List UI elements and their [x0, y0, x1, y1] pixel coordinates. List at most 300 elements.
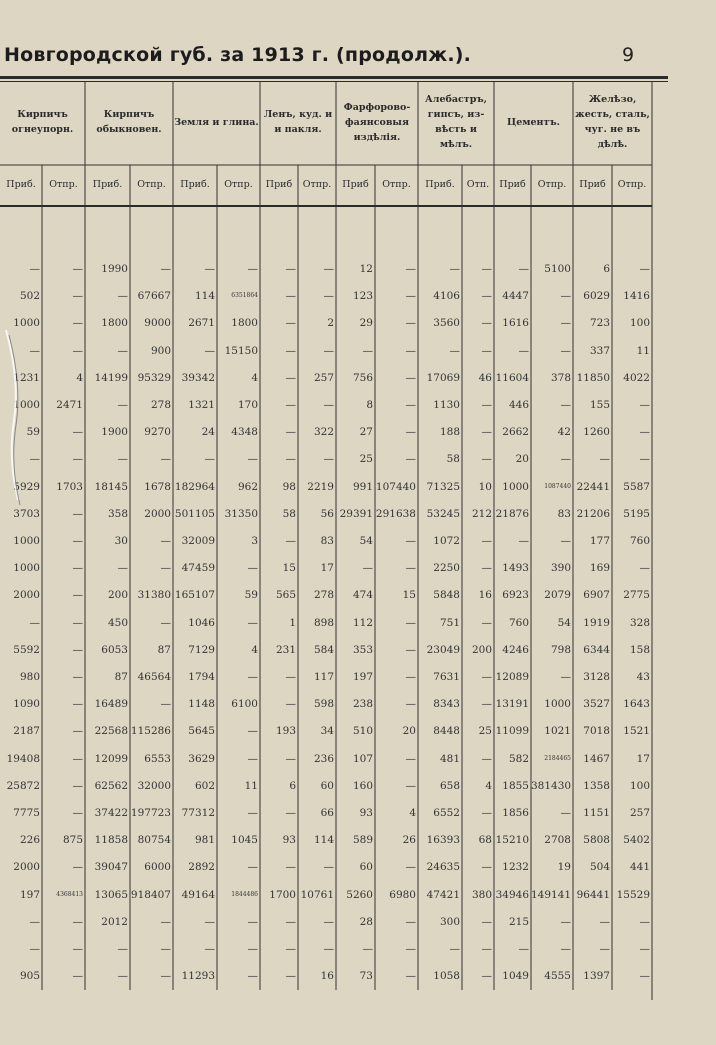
- table-cell: 760: [508, 616, 529, 629]
- table-cell: —: [72, 589, 83, 602]
- table-cell: —: [247, 752, 258, 765]
- table-cell: 123: [352, 290, 373, 303]
- table-cell: 1045: [231, 834, 258, 847]
- subheader-cell: Отпр.: [537, 179, 567, 190]
- table-cell: 13191: [495, 698, 529, 711]
- table-cell: 981: [194, 834, 215, 847]
- header-rule-thin: [0, 81, 668, 82]
- table-cell: —: [481, 616, 492, 629]
- table-cell: —: [72, 643, 83, 656]
- table-cell: 1231: [13, 371, 40, 384]
- table-cell: 30: [114, 535, 128, 547]
- table-cell: 1260: [583, 426, 610, 439]
- table-cell: —: [29, 263, 40, 275]
- table-cell: 441: [629, 861, 650, 874]
- table-cell: 450: [107, 616, 128, 629]
- table-cell: 5592: [13, 643, 40, 656]
- table-cell: 236: [313, 752, 334, 765]
- table-cell: 10: [478, 480, 492, 493]
- table-cell: 155: [589, 399, 610, 411]
- table-cell: —: [449, 943, 460, 955]
- table-cell: 6980: [389, 888, 416, 901]
- subheader-cell: Приб.: [425, 179, 455, 190]
- table-cell: —: [72, 344, 83, 357]
- table-cell: 11: [636, 344, 650, 357]
- table-cell: 1087440: [544, 482, 571, 490]
- table-cell: 59: [244, 589, 258, 602]
- table-cell: 474: [352, 589, 373, 602]
- table-cell: 1919: [583, 616, 610, 629]
- table-cell: 9270: [144, 426, 171, 439]
- table-cell: —: [481, 807, 492, 819]
- table-cell: —: [518, 943, 529, 955]
- table-cell: 1358: [583, 779, 610, 792]
- table-cell: 49164: [181, 888, 215, 901]
- table-cell: 100: [629, 779, 650, 792]
- table-cell: —: [560, 915, 571, 928]
- table-cell: —: [160, 698, 171, 711]
- table-cell: —: [117, 399, 128, 411]
- table-cell: 26: [402, 834, 416, 847]
- table-cell: —: [160, 970, 171, 983]
- table-cell: —: [405, 616, 416, 629]
- table-row: [0, 854, 652, 880]
- table-cell: 1856: [502, 807, 529, 819]
- table-cell: 2000: [13, 861, 40, 874]
- table-cell: —: [160, 616, 171, 629]
- table-row: [0, 392, 652, 418]
- table-cell: 15529: [616, 888, 650, 901]
- table-cell: —: [560, 290, 571, 303]
- table-cell: —: [204, 263, 215, 275]
- table-cell: 278: [150, 399, 171, 411]
- table-cell: —: [323, 344, 334, 357]
- table-cell: 1232: [502, 861, 529, 874]
- table-cell: —: [72, 943, 83, 955]
- table-cell: 5260: [346, 888, 373, 901]
- table-cell: 29: [359, 317, 373, 330]
- table-cell: 658: [439, 779, 460, 792]
- table-cell: 29391: [339, 507, 373, 520]
- table-row: [0, 691, 652, 717]
- table-cell: 6100: [231, 698, 258, 711]
- table-cell: 6: [289, 779, 296, 792]
- table-cell: 4022: [623, 371, 650, 384]
- table-cell: 15210: [495, 834, 529, 847]
- table-cell: 46: [478, 371, 492, 384]
- table-cell: 6029: [583, 290, 610, 303]
- table-cell: —: [72, 263, 83, 275]
- table-cell: —: [405, 970, 416, 983]
- table-cell: 5808: [583, 834, 610, 847]
- table-cell: —: [405, 752, 416, 765]
- table-cell: 510: [352, 725, 373, 738]
- table-cell: 11858: [94, 834, 128, 847]
- table-cell: 31350: [224, 507, 258, 520]
- table-row: [0, 746, 652, 772]
- table-cell: 58: [282, 507, 296, 520]
- table-cell: 4: [251, 643, 258, 656]
- table-cell: 446: [508, 399, 529, 411]
- table-cell: 6923: [502, 589, 529, 602]
- table-cell: 22568: [94, 725, 128, 738]
- table-cell: 20: [515, 453, 529, 466]
- table-cell: 1049: [502, 970, 529, 983]
- table-cell: 16393: [426, 834, 460, 847]
- group-header-flax-tow: Ленъ, куд. и и пакля.: [263, 109, 333, 135]
- table-cell: 14199: [94, 371, 128, 384]
- table-cell: —: [247, 970, 258, 983]
- table-cell: —: [72, 970, 83, 983]
- table-cell: —: [405, 779, 416, 792]
- table-cell: 1493: [502, 562, 529, 575]
- table-cell: —: [117, 943, 128, 955]
- table-cell: —: [405, 698, 416, 711]
- table-cell: 100: [629, 317, 650, 330]
- table-row: [0, 419, 652, 445]
- table-cell: 24635: [426, 861, 460, 874]
- table-cell: 177: [589, 535, 610, 547]
- table-cell: 2: [327, 317, 334, 330]
- table-cell: —: [285, 344, 296, 357]
- table-cell: 112: [352, 616, 373, 629]
- table-cell: —: [481, 943, 492, 955]
- table-cell: 87: [114, 671, 128, 683]
- table-cell: 980: [19, 671, 40, 683]
- table-cell: —: [405, 344, 416, 357]
- table-cell: 15: [282, 562, 296, 575]
- table-cell: 11850: [576, 371, 610, 384]
- table-cell: —: [481, 698, 492, 711]
- table-cell: 117: [313, 671, 334, 683]
- table-cell: 501105: [174, 507, 215, 520]
- table-cell: —: [72, 535, 83, 547]
- table-cell: —: [285, 861, 296, 874]
- table-cell: —: [323, 399, 334, 411]
- table-cell: 25: [478, 725, 492, 738]
- table-cell: 11099: [495, 725, 529, 738]
- table-cell: 98: [282, 480, 296, 493]
- table-cell: 257: [313, 371, 334, 384]
- table-cell: 200: [471, 643, 492, 656]
- table-cell: 19: [557, 861, 571, 874]
- group-header-refractory-brick: Кирпичъ огнеупорн.: [11, 109, 74, 135]
- table-cell: 898: [313, 616, 334, 629]
- subheader-cell: Приб: [579, 179, 606, 190]
- table-cell: 1616: [502, 317, 529, 330]
- group-header-cement: Цементъ.: [507, 116, 560, 128]
- table-cell: 9000: [144, 317, 171, 330]
- table-cell: 1700: [269, 888, 296, 901]
- table-cell: 1000: [13, 399, 40, 411]
- table-cell: 756: [352, 371, 373, 384]
- table-cell: —: [285, 371, 296, 384]
- table-cell: 54: [359, 535, 373, 547]
- table-row: [0, 718, 652, 744]
- table-cell: —: [323, 263, 334, 275]
- group-header-earth-clay: Земля и глина.: [174, 116, 259, 128]
- table-cell: —: [560, 344, 571, 357]
- table-cell: 16: [320, 970, 334, 983]
- table-cell: 6907: [583, 589, 610, 602]
- table-cell: 991: [352, 480, 373, 493]
- table-cell: 5645: [188, 725, 215, 738]
- table-cell: 1046: [188, 616, 215, 629]
- table-cell: 378: [550, 371, 571, 384]
- table-cell: —: [247, 616, 258, 629]
- table-cell: 21876: [495, 507, 529, 520]
- group-header-common-brick: Кирпичъ обыкновен.: [96, 109, 162, 135]
- table-cell: —: [599, 943, 610, 955]
- table-cell: 23049: [426, 643, 460, 656]
- table-cell: 3128: [583, 671, 610, 683]
- table-cell: 12: [359, 263, 373, 275]
- group-header-iron: Желѣзо, жесть, сталь, чуг. не въ дѣлѣ.: [575, 94, 650, 150]
- table-cell: 68: [478, 834, 492, 847]
- table-cell: 2662: [502, 426, 529, 439]
- subheader-cell: Приб: [499, 179, 526, 190]
- table-cell: —: [72, 725, 83, 738]
- table-cell: —: [362, 344, 373, 357]
- table-cell: 1090: [13, 698, 40, 711]
- table-cell: 7775: [13, 807, 40, 819]
- table-cell: —: [285, 970, 296, 983]
- table-cell: 71325: [426, 480, 460, 493]
- table-cell: —: [160, 915, 171, 928]
- table-cell: 16: [478, 589, 492, 602]
- table-cell: 380: [471, 888, 492, 901]
- table-cell: 10761: [300, 888, 334, 901]
- table-cell: 8343: [433, 698, 460, 711]
- table-cell: 11604: [495, 371, 529, 384]
- table-cell: —: [72, 426, 83, 439]
- table-cell: 2775: [623, 589, 650, 602]
- table-row: [0, 256, 652, 282]
- table-cell: 226: [19, 834, 40, 847]
- table-cell: 5587: [623, 480, 650, 493]
- table-cell: 42: [557, 426, 571, 439]
- table-cell: —: [72, 752, 83, 765]
- table-cell: —: [449, 344, 460, 357]
- table-cell: 25: [359, 453, 373, 466]
- table-cell: 193: [275, 725, 296, 738]
- table-cell: 4106: [433, 290, 460, 303]
- table-cell: 188: [439, 426, 460, 439]
- table-cell: —: [560, 399, 571, 411]
- table-cell: 197: [352, 671, 373, 683]
- table-cell: 2012: [101, 915, 128, 928]
- table-cell: 58: [446, 453, 460, 466]
- table-row: [0, 773, 652, 799]
- table-cell: 60: [320, 779, 334, 792]
- table-cell: 107440: [375, 480, 416, 493]
- table-cell: 278: [313, 589, 334, 602]
- table-cell: —: [449, 263, 460, 275]
- header-rule-thick: [0, 76, 668, 79]
- table-cell: 59: [26, 426, 40, 439]
- table-cell: —: [481, 453, 492, 466]
- table-cell: —: [160, 943, 171, 955]
- table-cell: —: [560, 671, 571, 683]
- table-row: [0, 800, 652, 826]
- table-cell: 1794: [188, 671, 215, 683]
- table-cell: 3527: [583, 698, 610, 711]
- table-cell: —: [481, 970, 492, 983]
- table-cell: 2079: [544, 589, 571, 602]
- table-cell: 18145: [94, 480, 128, 493]
- table-cell: 1000: [544, 698, 571, 711]
- table-cell: 723: [589, 317, 610, 330]
- table-cell: —: [639, 915, 650, 928]
- table-cell: —: [247, 861, 258, 874]
- table-row: [0, 610, 652, 636]
- table-cell: —: [285, 943, 296, 955]
- table-cell: 15: [402, 589, 416, 602]
- table-cell: —: [247, 671, 258, 683]
- table-cell: —: [72, 453, 83, 466]
- table-cell: 4368413: [56, 890, 83, 898]
- table-cell: 1321: [188, 399, 215, 411]
- table-row: [0, 827, 652, 853]
- table-cell: 751: [439, 616, 460, 629]
- table-cell: 7631: [433, 671, 460, 683]
- table-cell: 114: [313, 834, 334, 847]
- table-cell: —: [405, 943, 416, 955]
- table-cell: 115286: [130, 725, 171, 738]
- table-cell: 231: [275, 643, 296, 656]
- table-cell: —: [204, 344, 215, 357]
- table-cell: —: [560, 943, 571, 955]
- table-cell: —: [247, 263, 258, 275]
- table-cell: 6553: [144, 752, 171, 765]
- table-cell: 16489: [94, 698, 128, 711]
- table-cell: 5848: [433, 589, 460, 602]
- table-cell: —: [285, 535, 296, 547]
- table-cell: 1000: [502, 480, 529, 493]
- table-cell: 87: [157, 643, 171, 656]
- table-cell: 3: [251, 535, 258, 547]
- table-cell: 1000: [13, 317, 40, 330]
- table-cell: 504: [589, 861, 610, 874]
- table-cell: —: [285, 263, 296, 275]
- table-row: [0, 637, 652, 663]
- table-cell: —: [405, 399, 416, 411]
- table-cell: 291638: [375, 507, 416, 520]
- table-cell: —: [599, 453, 610, 466]
- table-cell: —: [639, 970, 650, 983]
- table-cell: 2671: [188, 317, 215, 330]
- table-cell: 212: [471, 507, 492, 520]
- table-cell: 46564: [137, 671, 171, 683]
- table-cell: 215: [508, 915, 529, 928]
- table-cell: —: [518, 263, 529, 275]
- table-cell: 114: [194, 290, 215, 303]
- table-cell: —: [518, 535, 529, 547]
- table-cell: —: [599, 915, 610, 928]
- table-cell: —: [285, 453, 296, 466]
- subheader-cell: Отп.: [466, 179, 490, 190]
- table-cell: 2708: [544, 834, 571, 847]
- table-cell: 7129: [188, 643, 215, 656]
- table-cell: —: [72, 562, 83, 575]
- table-cell: 54: [557, 616, 571, 629]
- table-cell: 34946: [495, 888, 529, 901]
- table-cell: 5402: [623, 834, 650, 847]
- table-cell: 2184465: [544, 754, 571, 762]
- table-cell: 22441: [576, 480, 610, 493]
- table-cell: —: [29, 344, 40, 357]
- table-cell: —: [29, 943, 40, 955]
- table-cell: 7018: [583, 725, 610, 738]
- table-cell: 4: [409, 807, 416, 819]
- table-cell: 62562: [94, 779, 128, 792]
- table-cell: 1: [289, 616, 296, 629]
- table-cell: 13065: [94, 888, 128, 901]
- table-cell: —: [29, 616, 40, 629]
- table-row: [0, 936, 652, 962]
- table-cell: 918407: [130, 888, 171, 901]
- table-row: [0, 882, 652, 908]
- table-cell: 96441: [576, 888, 610, 901]
- table-cell: 47421: [426, 888, 460, 901]
- table-cell: —: [285, 915, 296, 928]
- table-cell: —: [29, 915, 40, 928]
- table-cell: 1058: [433, 970, 460, 983]
- table-cell: 39342: [181, 371, 215, 384]
- table-cell: 25872: [6, 779, 40, 792]
- table-cell: 56: [320, 507, 334, 520]
- table-cell: —: [160, 453, 171, 466]
- table-row: [0, 446, 652, 472]
- table-cell: 1021: [544, 725, 571, 738]
- table-cell: —: [405, 671, 416, 683]
- table-row: [0, 338, 652, 364]
- table-cell: 875: [62, 834, 83, 847]
- table-cell: 95329: [137, 371, 171, 384]
- table-cell: —: [481, 399, 492, 411]
- table-cell: —: [247, 943, 258, 955]
- table-cell: —: [285, 752, 296, 765]
- subheader-cell: Отпр.: [137, 179, 166, 190]
- table-cell: 1900: [101, 426, 128, 439]
- table-cell: 2471: [56, 399, 83, 411]
- table-cell: 8448: [433, 725, 460, 738]
- table-cell: 34: [320, 725, 334, 738]
- table-cell: 4348: [231, 426, 258, 439]
- table-cell: —: [285, 317, 296, 330]
- table-row: [0, 310, 652, 336]
- table-cell: 381430: [531, 779, 572, 792]
- table-cell: 182964: [174, 480, 215, 493]
- table-cell: —: [405, 643, 416, 656]
- table-cell: 83: [557, 507, 571, 520]
- table-cell: —: [285, 671, 296, 683]
- table-cell: 66: [320, 807, 334, 819]
- table-cell: 300: [439, 915, 460, 928]
- table-cell: 107: [352, 752, 373, 765]
- table-cell: 165107: [174, 589, 215, 602]
- table-cell: 11: [244, 779, 258, 792]
- table-cell: 4: [76, 371, 83, 384]
- table-cell: 1000: [13, 535, 40, 547]
- table-cell: 4447: [502, 290, 529, 303]
- table-cell: —: [518, 344, 529, 357]
- table-cell: 2000: [13, 589, 40, 602]
- table-cell: —: [72, 290, 83, 303]
- table-cell: —: [117, 344, 128, 357]
- table-cell: —: [639, 263, 650, 275]
- table-cell: —: [481, 344, 492, 357]
